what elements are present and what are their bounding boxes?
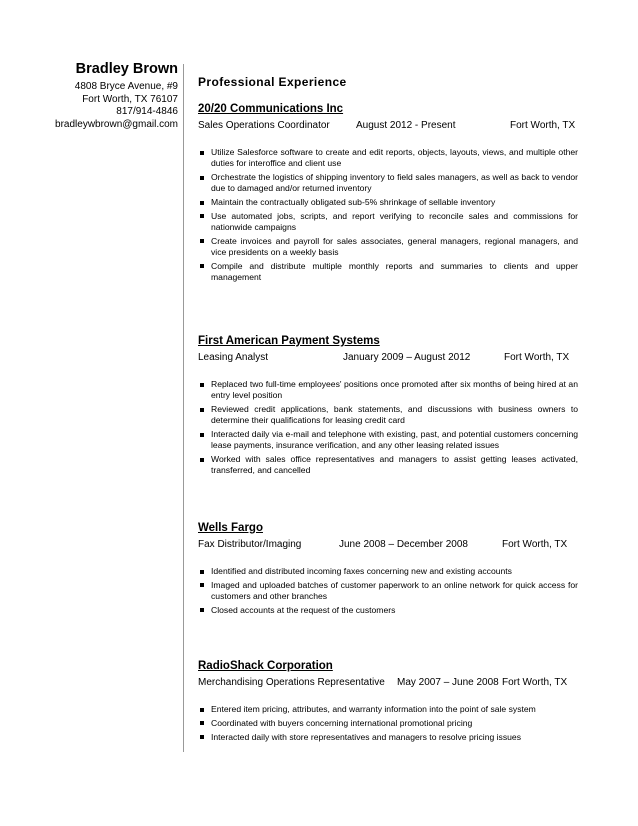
bullet-square-icon (200, 239, 204, 243)
job-line (198, 538, 578, 552)
bullet-item: Compile and distribute multiple monthly reports and summaries to clients and upper management (198, 261, 578, 283)
job-location: Fort Worth, TX (502, 539, 568, 550)
bullet-item: Create invoices and payroll for sales associates, general managers, regional managers, and vice presidents on a weekly basis (198, 236, 578, 258)
bullet-square-icon (200, 608, 204, 612)
job-entry (198, 102, 578, 286)
company-name: Wells Fargo (198, 522, 263, 534)
bullet-item: Interacted daily with store representatives and managers to resolve pricing issues (198, 732, 578, 743)
job-location: Fort Worth, TX (504, 352, 570, 363)
job-bullets (198, 704, 578, 743)
bullet-item: Worked with sales office representatives and managers to assist getting leases activated, transferred, and cancelled (198, 454, 578, 476)
job-dates: August 2012 - Present (356, 120, 456, 131)
company-name: 20/20 Communications Inc (198, 103, 344, 115)
address-line-1: 4808 Bryce Avenue, #9 (74, 81, 178, 92)
candidate-name: Bradley Brown (75, 61, 178, 77)
job-line (198, 351, 578, 365)
bullet-square-icon (200, 151, 204, 155)
job-bullets (198, 379, 578, 476)
bullet-item: Orchestrate the logistics of shipping inventory to field sales managers, as well as back to vendor due to damaged and/or returned inventory (198, 172, 578, 194)
bullet-square-icon (200, 433, 204, 437)
job-entry (198, 521, 578, 619)
job-bullets (198, 147, 578, 283)
job-title: Sales Operations Coordinator (198, 120, 330, 131)
bullet-item: Entered item pricing, attributes, and warranty information into the point of sale system (198, 704, 578, 715)
job-entry (198, 334, 578, 479)
contact-sidebar (0, 60, 180, 131)
address-line-2: Fort Worth, TX 76107 (82, 93, 178, 105)
bullet-square-icon (200, 408, 204, 412)
phone-number: 817/914-4846 (116, 106, 178, 117)
company-name: First American Payment Systems (198, 335, 380, 347)
job-location: Fort Worth, TX (502, 677, 568, 688)
bullet-square-icon (200, 176, 204, 180)
bullet-square-icon (200, 721, 204, 725)
job-title: Fax Distributor/Imaging (198, 539, 302, 550)
bullet-item: Interacted daily via e-mail and telephone with existing, past, and potential customers concerning lease payments, insurance verification, and any other leasing related issues (198, 429, 578, 451)
bullet-square-icon (200, 583, 204, 587)
email-address: bradleywbrown@gmail.com (55, 118, 178, 130)
job-bullets (198, 566, 578, 616)
vertical-divider (183, 64, 184, 752)
job-entry (198, 659, 578, 745)
bullet-item: Use automated jobs, scripts, and report verifying to reconcile sales and commissions for nationwide campaigns (198, 211, 578, 233)
bullet-square-icon (200, 201, 204, 205)
bullet-square-icon (200, 570, 204, 574)
section-header (198, 74, 578, 90)
bullet-item: Identified and distributed incoming faxes concerning new and existing accounts (198, 566, 578, 577)
bullet-square-icon (200, 458, 204, 462)
bullet-item: Replaced two full-time employees' positions once promoted after six months of being hired at an entry level position (198, 379, 578, 401)
bullet-square-icon (200, 264, 204, 268)
bullet-item: Closed accounts at the request of the customers (198, 605, 578, 616)
section-title: Professional Experience (198, 75, 347, 89)
bullet-square-icon (200, 383, 204, 387)
bullet-item: Maintain the contractually obligated sub-5% shrinkage of sellable inventory (198, 197, 578, 208)
job-dates: May 2007 – June 2008 (397, 677, 499, 688)
job-location: Fort Worth, TX (510, 120, 576, 131)
job-title: Merchandising Operations Representative (198, 677, 385, 688)
job-line (198, 119, 578, 133)
bullet-item: Utilize Salesforce software to create and edit reports, objects, layouts, views, and multiple other duties for interoffice and client use (198, 147, 578, 169)
bullet-item: Coordinated with buyers concerning international promotional pricing (198, 718, 578, 729)
job-dates: June 2008 – December 2008 (339, 539, 468, 550)
bullet-item: Imaged and uploaded batches of customer paperwork to an online network for quick access for customers and other branches (198, 580, 578, 602)
contact-block (0, 81, 180, 131)
bullet-item: Reviewed credit applications, bank statements, and discussions with business owners to determine their qualifications for leasing credit card (198, 404, 578, 426)
bullet-square-icon (200, 708, 204, 712)
bullet-square-icon (200, 735, 204, 739)
job-title: Leasing Analyst (198, 352, 269, 363)
company-name: RadioShack Corporation (198, 660, 333, 672)
job-dates: January 2009 – August 2012 (343, 352, 471, 363)
job-line (198, 676, 578, 690)
bullet-square-icon (200, 214, 204, 218)
